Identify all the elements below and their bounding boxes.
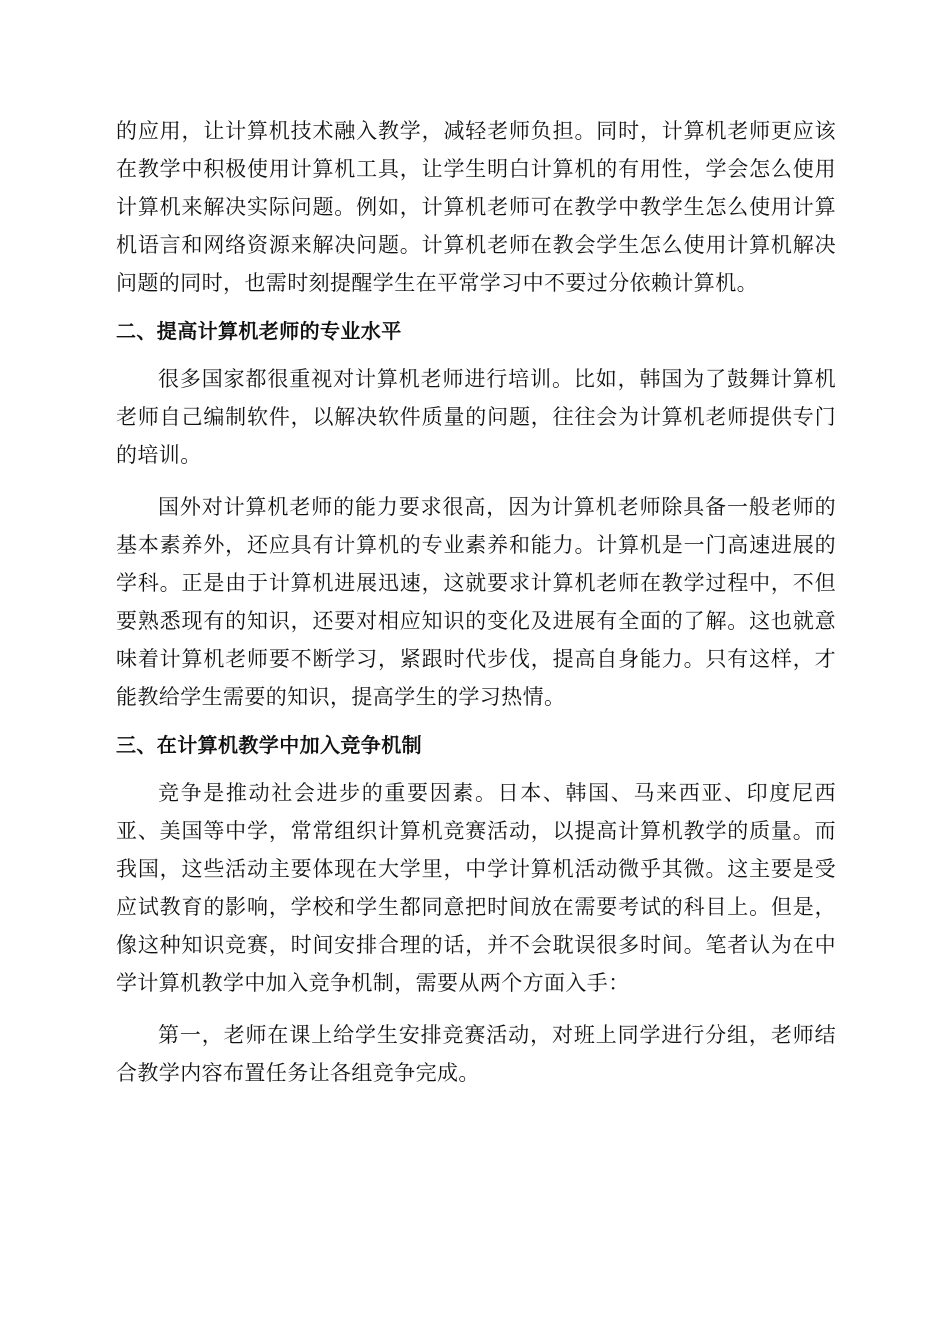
- paragraph-1: 的应用，让计算机技术融入教学，减轻老师负担。同时，计算机老师更应该在教学中积极使用计算机工具，让学生明白计算机的有用性，学会怎么使用计算机来解决实际问题。例如，计算机老师可在教学中教学生怎么使用计算机语言和网络资源来解决问题。计算机老师在教会学生怎么使用计算机解决问题的同时，也需时刻提醒学生在平常学习中不要过分依赖计算机。: [116, 119, 836, 295]
- paragraph-2: 很多国家都很重视对计算机老师进行培训。比如，韩国为了鼓舞计算机老师自己编制软件，以解决软件质量的问题，往往会为计算机老师提供专门的培训。: [116, 367, 836, 467]
- document-page: [116, 112, 836, 1092]
- section-heading-2: 二、提高计算机老师的专业水平: [116, 319, 402, 343]
- paragraph-5: 第一，老师在课上给学生安排竞赛活动，对班上同学进行分组，老师结合教学内容布置任务让各组竞争完成。: [116, 1023, 836, 1085]
- paragraph-3: 国外对计算机老师的能力要求很高，因为计算机老师除具备一般老师的基本素养外，还应具有计算机的专业素养和能力。计算机是一门高速进展的学科。正是由于计算机进展迅速，这就要求计算机老师在教学过程中，不但要熟悉现有的知识，还要对相应知识的变化及进展有全面的了解。这也就意味着计算机老师要不断学习，紧跟时代步伐，提高自身能力。只有这样，才能教给学生需要的知识，提高学生的学习热情。: [116, 495, 836, 709]
- section-heading-3: 三、在计算机教学中加入竞争机制: [116, 733, 422, 757]
- paragraph-4: 竞争是推动社会进步的重要因素。日本、韩国、马来西亚、印度尼西亚、美国等中学，常常组织计算机竞赛活动，以提高计算机教学的质量。而我国，这些活动主要体现在大学里，中学计算机活动微乎其微。这主要是受应试教育的影响，学校和学生都同意把时间放在需要考试的科目上。但是，像这种知识竞赛，时间安排合理的话，并不会耽误很多时间。笔者认为在中学计算机教学中加入竞争机制，需要从两个方面入手：: [116, 781, 836, 995]
